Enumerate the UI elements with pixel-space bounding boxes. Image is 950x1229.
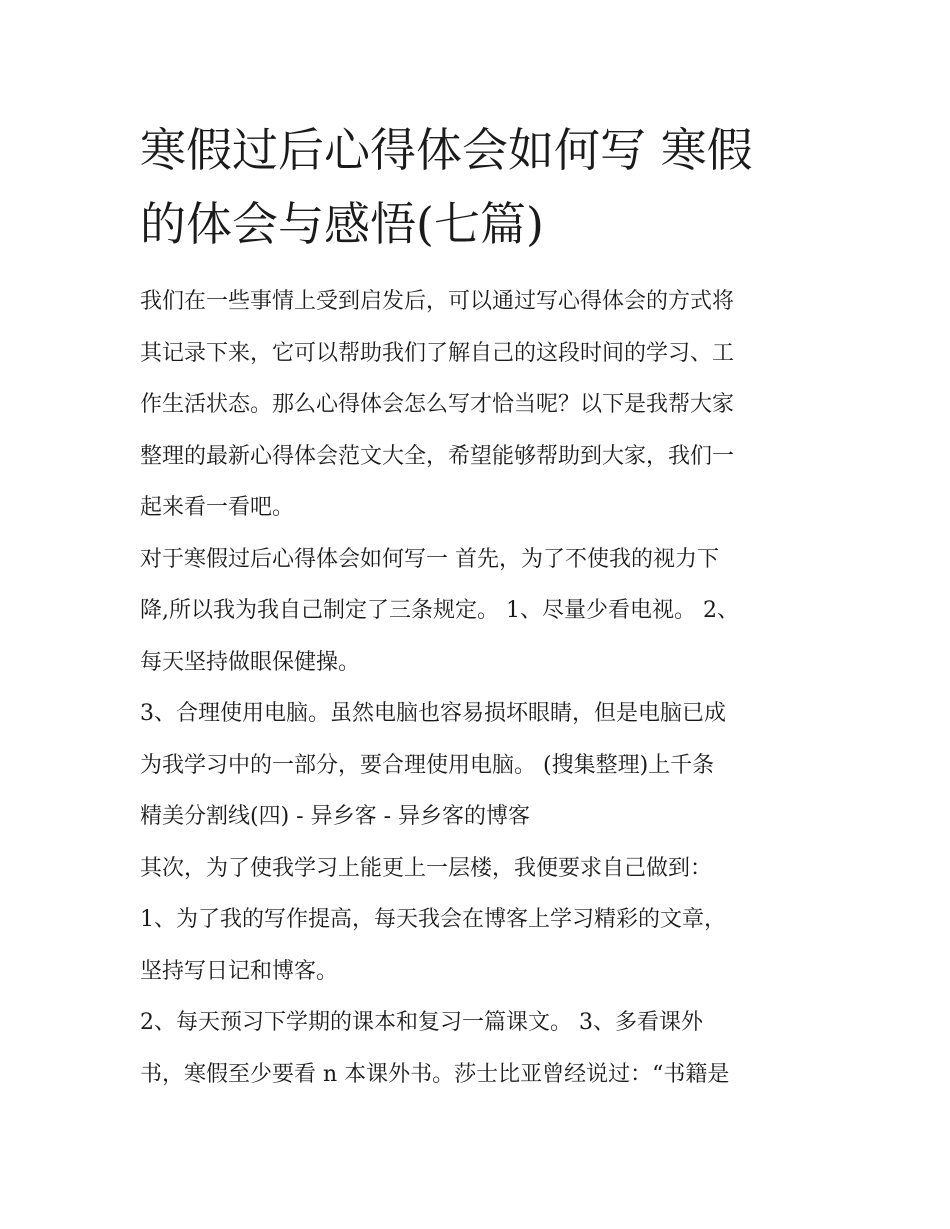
body-line: 3、合理使用电脑。虽然电脑也容易损坏眼睛，但是电脑已成 <box>140 701 726 726</box>
body-line: 我们在一些事情上受到启发后，可以通过写心得体会的方式将 <box>140 289 735 314</box>
body-line: 作生活状态。那么心得体会怎么写才恰当呢？以下是我帮大家 <box>140 392 735 417</box>
body-line: 为我学习中的一部分，要合理使用电脑。 (搜集整理)上千条 <box>140 752 715 778</box>
body-line: 起来看一看吧。 <box>140 495 295 520</box>
body-line: 对于寒假过后心得体会如何写一 首先，为了不使我的视力下 <box>140 546 719 572</box>
title-line: 的体会与感悟(七篇) <box>140 197 544 251</box>
body-line: 降,所以我为我自己制定了三条规定。 1、尽量少看电视。 2、 <box>140 598 739 623</box>
title-line: 寒假过后心得体会如何写 寒假 <box>140 123 753 177</box>
body-line: 2、每天预习下学期的课本和复习一篇课文。 3、多看课外 <box>140 1010 703 1035</box>
body-line: 坚持写日记和博客。 <box>140 958 339 984</box>
body-line: 其次，为了使我学习上能更上一层楼，我便要求自己做到： <box>140 855 713 881</box>
body-line: 1、为了我的写作提高，每天我会在博客上学习精彩的文章， <box>140 907 726 932</box>
body-line: 每天坚持做眼保健操。 <box>140 649 361 675</box>
document-title <box>140 113 830 261</box>
document-body <box>140 276 830 1100</box>
body-line: 其记录下来，它可以帮助我们了解自己的这段时间的学习、工 <box>140 340 735 366</box>
body-line: 书，寒假至少要看 n 本课外书。莎士比亚曾经说过：“书籍是 <box>140 1061 730 1087</box>
body-line: 整理的最新心得体会范文大全，希望能够帮助到大家，我们一 <box>140 443 735 469</box>
body-line: 精美分割线(四) - 异乡客 - 异乡客的博客 <box>140 804 531 829</box>
